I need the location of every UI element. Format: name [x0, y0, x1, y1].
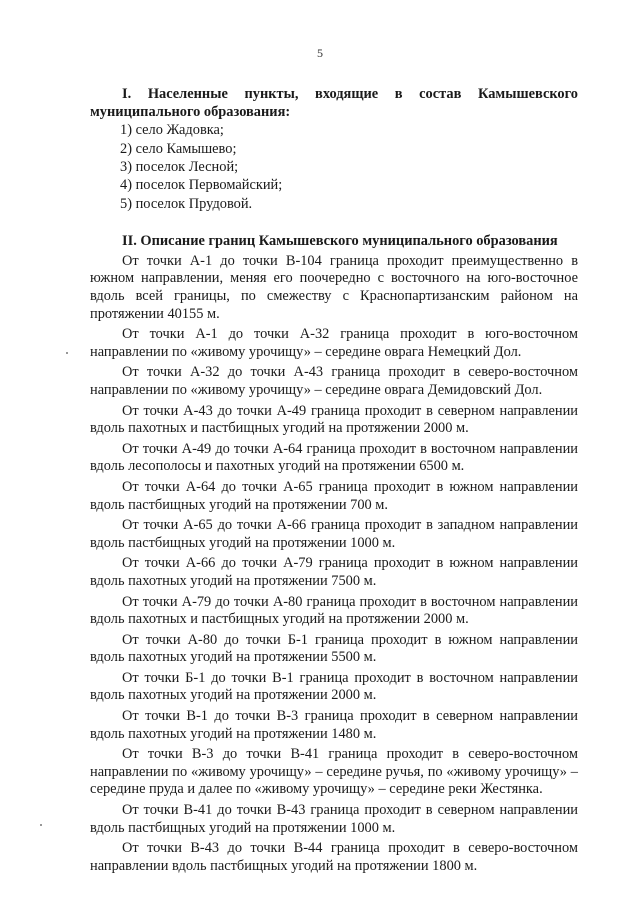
paragraph: От точки Б-1 до точки В-1 граница проходит в восточном направлении вдоль пахотных угодий на протяжении 2000 м. — [90, 669, 578, 704]
scan-speck — [40, 824, 42, 826]
list-item: 1) село Жадовка; — [120, 122, 224, 139]
page-number: 5 — [317, 46, 323, 60]
paragraph: От точки А-1 до точки А-32 граница проходит в юго-восточном направлении по «живому урочищу» – середине оврага Немецкий Дол. — [90, 326, 578, 360]
paragraph: От точки А-66 до точки А-79 граница проходит в южном направлении вдоль пахотных угодий на протяжении 7500 м. — [90, 555, 578, 589]
paragraph: От точки А-80 до точки Б-1 граница проходит в южном направлении вдоль пахотных угодий на протяжении 5500 м. — [90, 631, 578, 666]
list-item: 3) поселок Лесной; — [120, 159, 239, 175]
section-heading-boundaries: II. Описание границ Камышевского муниципального образования — [122, 233, 558, 250]
paragraph: От точки В-1 до точки В-3 граница проходит в северном направлении вдоль пахотных угодий на протяжении 1480 м. — [90, 708, 578, 742]
paragraph: От точки А-79 до точки А-80 граница проходит в восточном направлении вдоль пахотных и пастбищных угодий на протяжении 2000 м. — [90, 593, 578, 628]
list-item: 4) поселок Первомайский; — [120, 177, 283, 194]
settlements-list — [120, 121, 578, 213]
section-settlements — [90, 86, 578, 213]
paragraph: От точки А-65 до точки А-66 граница проходит в западном направлении вдоль пастбищных угодий на протяжении 1000 м. — [90, 517, 578, 551]
paragraph: От точки А-1 до точки В-104 граница проходит преимущественно в южном направлении, меняя его поочередно с восточного на юго-восточное вдоль всей границы, по смежеству с Краснопартизанским районом на протяжении 40155 м. — [90, 252, 578, 322]
paragraph: От точки А-64 до точки А-65 граница проходит в южном направлении вдоль пастбищных угодий на протяжении 700 м. — [90, 478, 578, 513]
paragraph: От точки В-41 до точки В-43 граница проходит в северном направлении вдоль пастбищных угодий на протяжении 1000 м. — [90, 802, 578, 836]
list-item: 5) поселок Прудовой. — [120, 195, 253, 212]
paragraph: От точки А-32 до точки А-43 граница проходит в северо-восточном направлении по «живому урочищу» – середине оврага Демидовский Дол. — [90, 364, 578, 398]
document-body — [90, 86, 578, 878]
paragraph: От точки А-49 до точки А-64 граница проходит в восточном направлении вдоль лесополосы и пахотных угодий на протяжении 6500 м. — [90, 440, 578, 475]
paragraph: От точки В-43 до точки В-44 граница проходит в северо-восточном направлении вдоль пастбищных угодий на протяжении 1800 м. — [90, 840, 578, 874]
paragraph: От точки В-3 до точки В-41 граница проходит в северо-восточном направлении по «живому урочищу» – середине ручья, по «живому урочищу» – середине пруда и далее по «живому урочищу» – середине реки Жестянка. — [90, 746, 578, 798]
section-boundaries — [90, 233, 578, 875]
section-heading-settlements: I. Населенные пункты, входящие в состав Камышевского муниципального образования: — [90, 86, 578, 120]
paragraph: От точки А-43 до точки А-49 граница проходит в северном направлении вдоль пахотных и пастбищных угодий на протяжении 2000 м. — [90, 402, 578, 437]
scan-speck — [66, 352, 68, 354]
list-item: 2) село Камышево; — [120, 140, 237, 157]
